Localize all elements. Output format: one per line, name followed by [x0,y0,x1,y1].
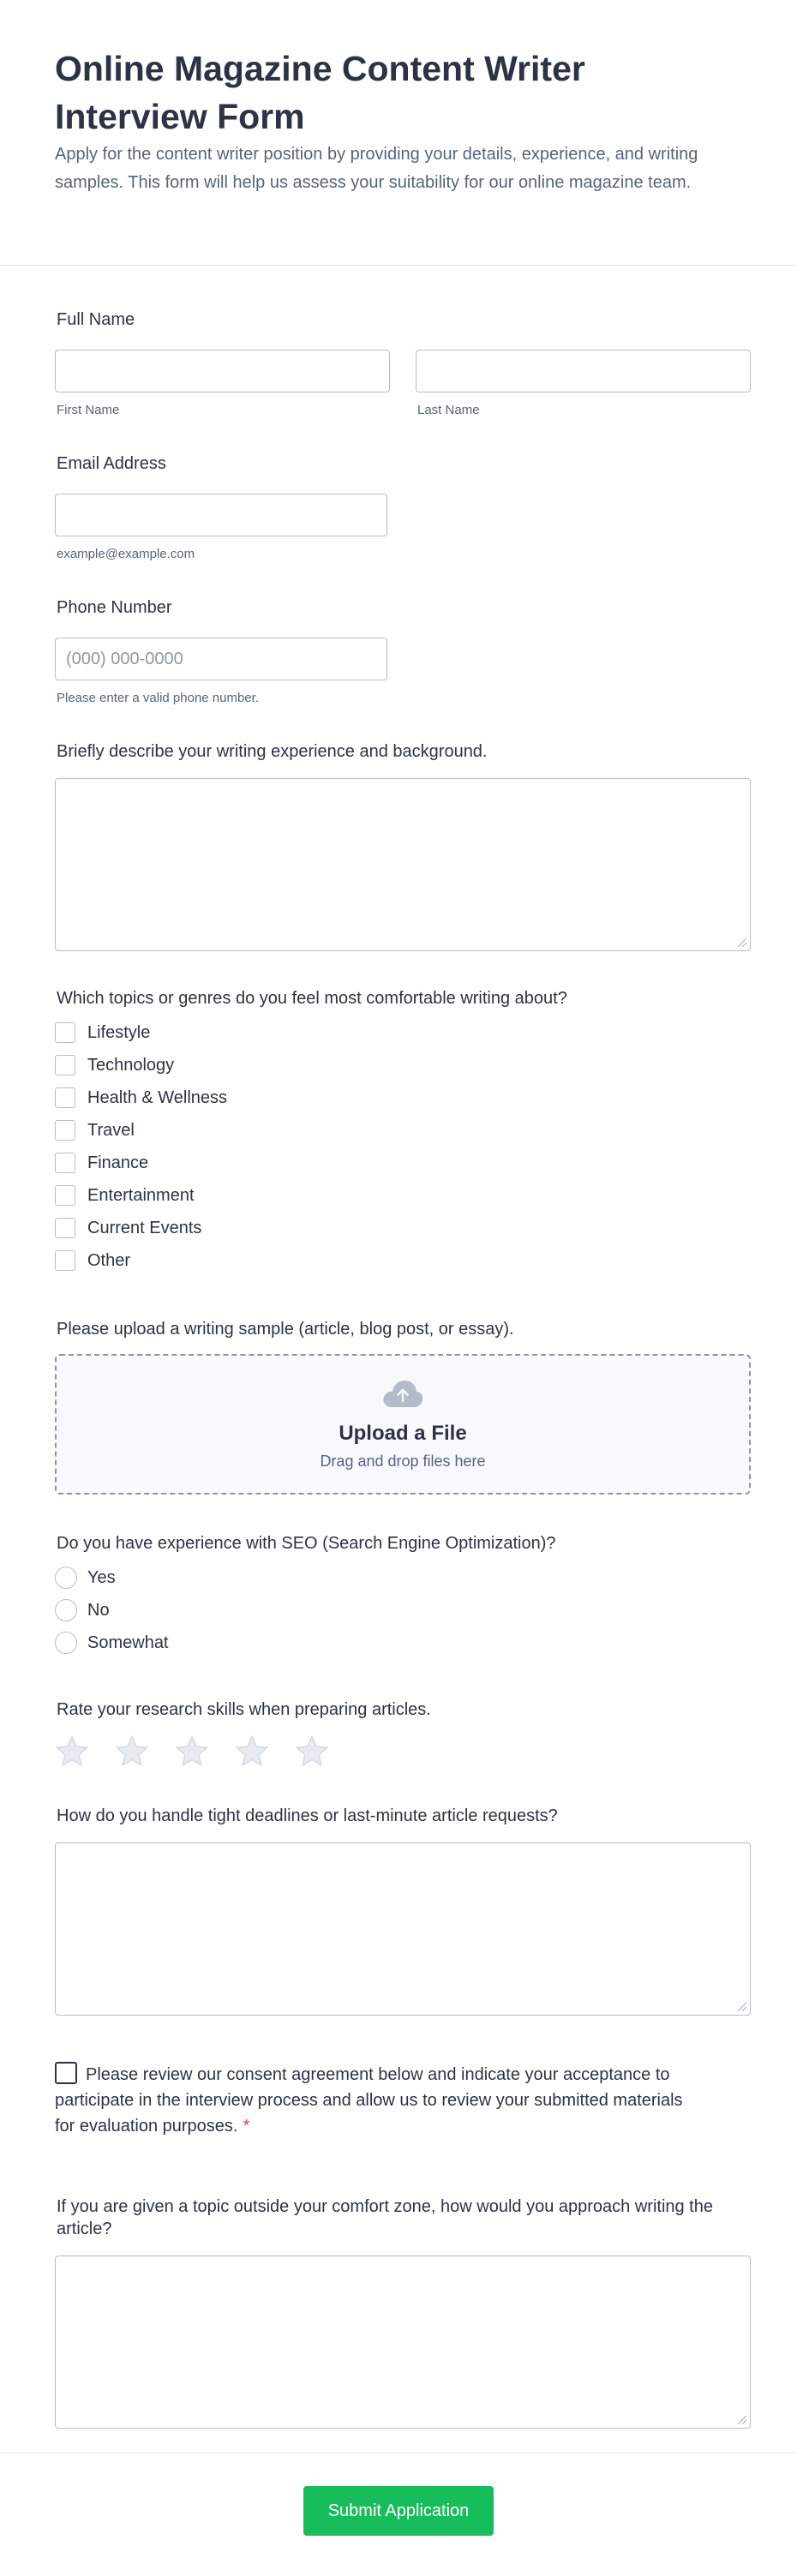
option-label: Technology [87,1055,175,1075]
seo-options [55,1561,751,1659]
deadlines-label: How do you handle tight deadlines or last-minute article requests? [57,1806,558,1825]
option-label: Travel [87,1120,135,1140]
phone-label: Phone Number [57,598,172,617]
deadlines-field [55,1805,751,2016]
form-header [0,0,797,266]
full-name-field [55,309,751,417]
option-label: No [87,1600,110,1620]
email-field [55,452,751,561]
seo-field [55,1532,751,1659]
checkbox[interactable] [55,1218,75,1238]
last-name-sublabel: Last Name [417,403,480,417]
star-icon[interactable] [175,1734,209,1767]
star-icon[interactable] [295,1734,329,1767]
file-dropzone[interactable] [55,1354,751,1495]
consent-checkbox[interactable] [55,2062,77,2084]
phone-sublabel: Please enter a valid phone number. [57,691,259,705]
cloud-upload-icon [381,1378,424,1413]
radio[interactable] [55,1599,77,1621]
option-label: Finance [87,1153,149,1172]
email-label: Email Address [57,454,166,473]
email-sublabel: example@example.com [57,547,195,561]
comfort-zone-label: If you are given a topic outside your comfort zone, how would you approach writing the article? [57,2197,713,2238]
full-name-label: Full Name [57,310,135,329]
topic-option-lifestyle[interactable] [55,1016,751,1049]
topics-options [55,1016,751,1277]
first-name-input[interactable] [55,350,390,392]
topic-option-current-events[interactable] [55,1212,751,1244]
checkbox[interactable] [55,1250,75,1271]
star-rating [55,1734,751,1767]
experience-label: Briefly describe your writing experience and background. [57,742,488,761]
required-asterisk: * [243,2117,250,2136]
topic-option-entertainment[interactable] [55,1179,751,1212]
resize-grip-icon[interactable] [738,2003,746,2011]
option-label: Lifestyle [87,1022,151,1042]
checkbox[interactable] [55,1087,75,1108]
phone-input[interactable]: (000) 000-0000 [55,638,387,680]
comfort-zone-textarea[interactable] [55,2255,751,2429]
option-label: Other [87,1250,131,1270]
upload-label: Please upload a writing sample (article, blog post, or essay). [57,1320,514,1339]
topic-option-health-wellness[interactable] [55,1081,751,1114]
option-label: Health & Wellness [87,1087,228,1107]
submit-application-button[interactable]: Submit Application [303,2486,494,2536]
first-name-sublabel: First Name [57,403,120,417]
checkbox[interactable] [55,1185,75,1206]
topic-option-other[interactable] [55,1244,751,1277]
last-name-input[interactable] [416,350,751,392]
option-label: Current Events [87,1218,202,1237]
seo-option-yes[interactable] [55,1561,751,1594]
phone-field [55,596,751,705]
checkbox[interactable] [55,1153,75,1173]
checkbox[interactable] [55,1120,75,1141]
form-subtitle: Apply for the content writer position by providing your details, experience, and writing samples. This form will help us assess your suitability for our online magazine team. [55,145,698,192]
deadlines-textarea[interactable] [55,1842,751,2016]
experience-field [55,740,751,951]
option-label: Entertainment [87,1185,195,1205]
checkbox[interactable] [55,1022,75,1043]
experience-textarea[interactable] [55,778,751,951]
option-label: Somewhat [87,1632,169,1652]
radio[interactable] [55,1567,77,1589]
comfort-zone-field [55,2196,751,2429]
star-icon[interactable] [235,1734,269,1767]
resize-grip-icon[interactable] [738,938,746,947]
topics-field [55,987,751,1277]
radio[interactable] [55,1632,77,1654]
form-title: Online Magazine Content Writer Interview Form [55,49,585,136]
star-icon[interactable] [115,1734,149,1767]
checkbox[interactable] [55,1055,75,1075]
seo-option-somewhat[interactable] [55,1626,751,1659]
form-footer [0,2453,797,2576]
upload-subtitle: Drag and drop files here [320,1453,486,1470]
seo-label: Do you have experience with SEO (Search Engine Optimization)? [57,1534,556,1553]
upload-field [55,1318,751,1495]
topic-option-travel[interactable] [55,1114,751,1147]
research-label: Rate your research skills when preparing articles. [57,1700,431,1719]
upload-title: Upload a File [339,1422,467,1445]
topic-option-technology[interactable] [55,1049,751,1081]
email-input[interactable] [55,494,387,536]
star-icon[interactable] [55,1734,89,1767]
consent-field [55,2062,751,2139]
research-field [55,1698,751,1767]
topics-label: Which topics or genres do you feel most comfortable writing about? [57,989,567,1008]
consent-statement [55,2062,689,2139]
topic-option-finance[interactable] [55,1147,751,1179]
seo-option-no[interactable] [55,1594,751,1626]
resize-grip-icon[interactable] [738,2416,746,2424]
consent-text: Please review our consent agreement below and indicate your acceptance to participate in the interview process and allow us to review your submitted materials for evaluation purposes. [55,2065,683,2136]
option-label: Yes [87,1567,116,1587]
